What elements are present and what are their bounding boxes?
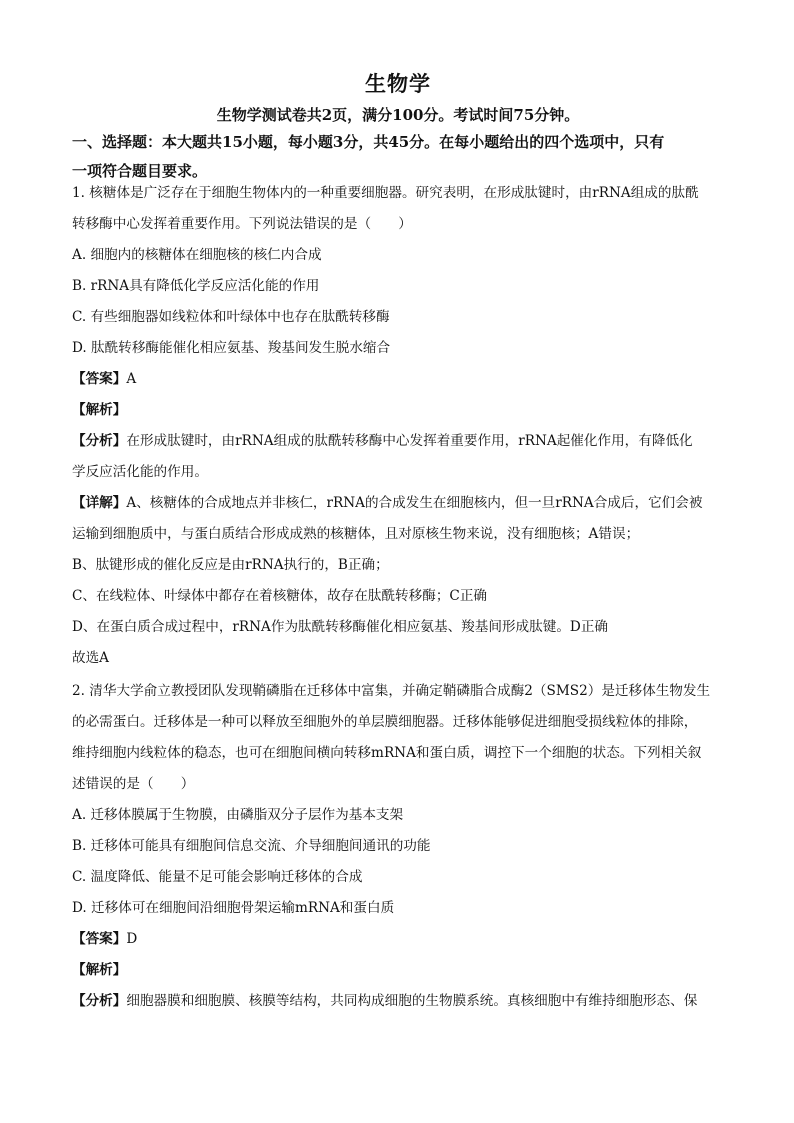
question-stem-line: 述错误的是（ ） [72,776,195,792]
analysis-line [72,426,724,457]
question-1 [72,178,724,674]
fenxi-text: 细胞器膜和细胞膜、核膜等结构，共同构成细胞的生物膜系统。真核细胞中有维持细胞形态、保 [126,993,698,1009]
detail-line: C、在线粒体、叶绿体中都存在着核糖体，故存在肽酰转移酶；C正确 [72,588,488,604]
fenxi-label: 【分析】 [72,993,127,1009]
question-stem-line: 的必需蛋白。迁移体是一种可以释放至细胞外的单层膜细胞器。迁移体能够促进细胞受损线粒体的排除， [72,714,698,730]
option-c: C. 有些细胞器如线粒体和叶绿体中也存在肽酰转移酶 [72,309,390,325]
detail-line [72,488,724,519]
detail-line: B、肽键形成的催化反应是由rRNA执行的，B正确； [72,557,389,573]
option-a: A. 细胞内的核糖体在细胞核的核仁内合成 [72,247,322,263]
answer-value: D [126,931,138,947]
analysis-label: 【解析】 [72,402,127,418]
detail-label: 【详解】 [72,495,127,511]
analysis-line [72,986,724,1017]
exam-info: 生物学测试卷共2页，满分100分。考试时间75分钟。 [216,106,580,124]
detail-line: D、在蛋白质合成过程中，rRNA作为肽酰转移酶催化相应氨基、羧基间形成肽键。D正确 [72,619,609,635]
answer-value: A [126,371,137,387]
option-a: A. 迁移体膜属于生物膜，由磷脂双分子层作为基本支架 [72,807,404,823]
analysis-label: 【解析】 [72,962,127,978]
question-stem-line: 2. 清华大学俞立教授团队发现鞘磷脂在迁移体中富集，并确定鞘磷脂合成酶2（SMS2）是迁移体生物发生 [72,683,711,699]
question-2 [72,676,724,1017]
detail-line: 运输到细胞质中，与蛋白质结合形成成熟的核糖体，且对原核生物来说，没有细胞核；A错误； [72,526,640,542]
option-b: B. 迁移体可能具有细胞间信息交流、介导细胞间通讯的功能 [72,838,431,854]
question-stem-line: 1. 核糖体是广泛存在于细胞生物体内的一种重要细胞器。研究表明，在形成肽键时，由rRNA组成的肽酰 [72,185,699,201]
conclusion-line: 故选A [72,650,110,666]
answer-label: 【答案】 [72,931,127,947]
answer-line [72,364,724,395]
page-title: 生物学 [365,71,431,96]
option-c: C. 温度降低、能量不足可能会影响迁移体的合成 [72,869,363,885]
fenxi-label: 【分析】 [72,433,127,449]
section-heading-line: 一项符合题目要求。 [72,162,208,180]
section-heading-line: 一、选择题：本大题共15小题，每小题3分，共45分。在每小题给出的四个选项中，只有 [72,133,665,151]
fenxi-text: 在形成肽键时，由rRNA组成的肽酰转移酶中心发挥着重要作用，rRNA起催化作用，有降低化 [126,433,693,449]
option-b: B. rRNA具有降低化学反应活化能的作用 [72,278,320,294]
analysis-line: 学反应活化能的作用。 [72,464,208,480]
option-d: D. 肽酰转移酶能催化相应氨基、羧基间发生脱水缩合 [72,340,391,356]
answer-line [72,924,724,955]
question-stem-line: 转移酶中心发挥着重要作用。下列说法错误的是（ ） [72,216,412,232]
option-d: D. 迁移体可在细胞间沿细胞骨架运输mRNA和蛋白质 [72,900,395,916]
question-stem-line: 维持细胞内线粒体的稳态，也可在细胞间横向转移mRNA和蛋白质，调控下一个细胞的状态。下列相关叙 [72,745,702,761]
answer-label: 【答案】 [72,371,127,387]
detail-text: A、核糖体的合成地点并非核仁，rRNA的合成发生在细胞核内，但一旦rRNA合成后，它们会被 [126,495,703,511]
